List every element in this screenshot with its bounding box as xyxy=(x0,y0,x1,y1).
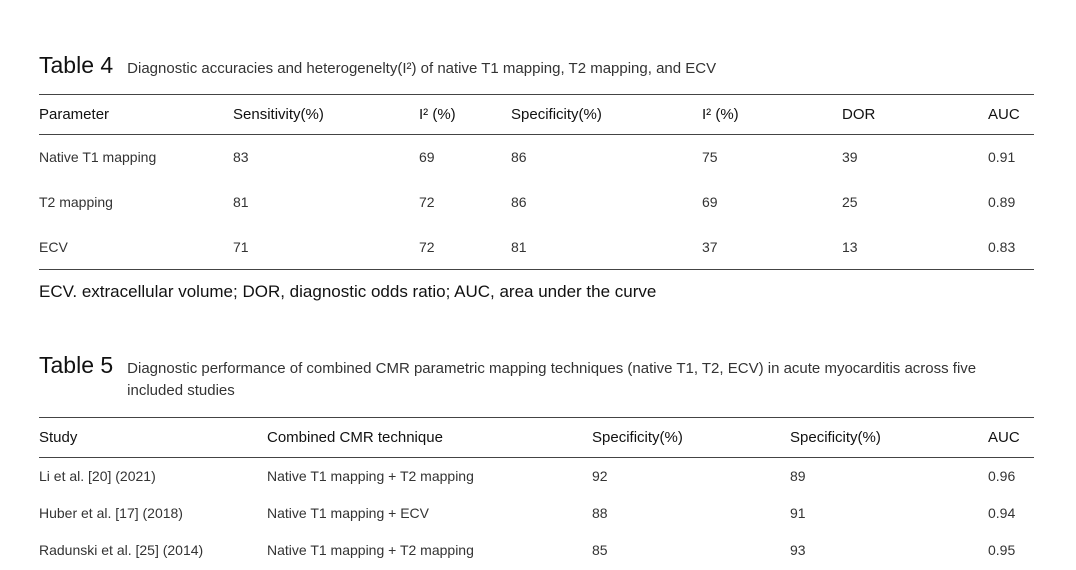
header-cell: Sensitivity(%) xyxy=(233,106,324,123)
table-row xyxy=(39,495,1034,532)
header-cell: Study xyxy=(39,429,78,446)
table-cell: 72 xyxy=(419,194,435,210)
table-cell: 86 xyxy=(511,149,527,166)
table-cell: Native T1 mapping + ECV xyxy=(267,505,429,521)
table-row xyxy=(39,135,1034,180)
table-cell: 0.91 xyxy=(988,149,1016,166)
table-cell: 83 xyxy=(233,149,249,166)
header-cell: I² (%) xyxy=(419,106,456,123)
table-4-footnote: ECV. extracellular volume; DOR, diagnostic odds ratio; AUC, area under the curve xyxy=(39,282,657,301)
table-cell: 0.89 xyxy=(988,194,1016,210)
table-cell: Native T1 mapping + T2 mapping xyxy=(267,542,474,558)
table-cell: 69 xyxy=(419,149,435,166)
table-cell: 75 xyxy=(702,149,718,166)
table-cell: 13 xyxy=(842,238,858,255)
table-cell: 93 xyxy=(790,542,806,558)
table-5 xyxy=(39,352,1034,569)
table-5-grid xyxy=(39,417,1034,569)
table-4-description: Diagnostic accuracies and heterogenelty(I²) of native T1 mapping, T2 mapping, and ECV xyxy=(127,60,717,77)
table-cell: T2 mapping xyxy=(39,194,113,210)
table-4-grid xyxy=(39,94,1034,270)
table-cell: 85 xyxy=(592,542,608,558)
table-5-description: Diagnostic performance of combined CMR parametric mapping techniques (native T1, T2, ECV) in acute myocarditis across five included studies xyxy=(127,360,977,399)
table-cell: 89 xyxy=(790,468,806,485)
header-cell: Parameter xyxy=(39,106,110,123)
table-cell: 69 xyxy=(702,194,718,210)
table-5-header-row xyxy=(39,418,1034,458)
table-cell: Native T1 mapping + T2 mapping xyxy=(267,468,474,485)
header-cell: I² (%) xyxy=(702,106,739,123)
table-4-caption xyxy=(39,52,1034,88)
table-cell: Radunski et al. [25] (2014) xyxy=(39,542,204,558)
table-cell: Li et al. [20] (2021) xyxy=(39,468,156,485)
table-cell: 39 xyxy=(842,149,858,166)
table-cell: 91 xyxy=(790,505,806,521)
table-cell: 81 xyxy=(233,194,249,210)
table-cell: 86 xyxy=(511,194,527,210)
table-4-header-row xyxy=(39,95,1034,135)
table-4-label: Table 4 xyxy=(39,52,114,78)
table-row xyxy=(39,180,1034,225)
table-cell: 88 xyxy=(592,505,608,521)
header-cell: Combined CMR technique xyxy=(267,429,443,446)
table-4 xyxy=(39,52,1034,302)
table-cell: 92 xyxy=(592,468,608,485)
table-5-label: Table 5 xyxy=(39,352,114,378)
header-cell: DOR xyxy=(842,106,876,123)
table-cell: Huber et al. [17] (2018) xyxy=(39,505,183,521)
table-cell: 0.83 xyxy=(988,238,1016,255)
table-cell: ECV xyxy=(39,238,68,255)
table-row xyxy=(39,458,1034,495)
table-cell: 25 xyxy=(842,194,858,210)
header-cell: Specificity(%) xyxy=(592,429,683,446)
table-cell: 0.94 xyxy=(988,505,1016,521)
table-row xyxy=(39,225,1034,270)
table-cell: 81 xyxy=(511,238,527,255)
table-cell: Native T1 mapping xyxy=(39,149,157,166)
header-cell: Specificity(%) xyxy=(790,429,881,446)
table-cell: 0.96 xyxy=(988,468,1016,485)
table-cell: 37 xyxy=(702,238,718,255)
header-cell: AUC xyxy=(988,106,1020,123)
header-cell: Specificity(%) xyxy=(511,106,602,123)
table-cell: 71 xyxy=(233,238,249,255)
header-cell: AUC xyxy=(988,429,1020,446)
table-row xyxy=(39,532,1034,569)
table-cell: 72 xyxy=(419,238,435,255)
table-cell: 0.95 xyxy=(988,542,1016,558)
table-5-caption xyxy=(39,352,1034,402)
